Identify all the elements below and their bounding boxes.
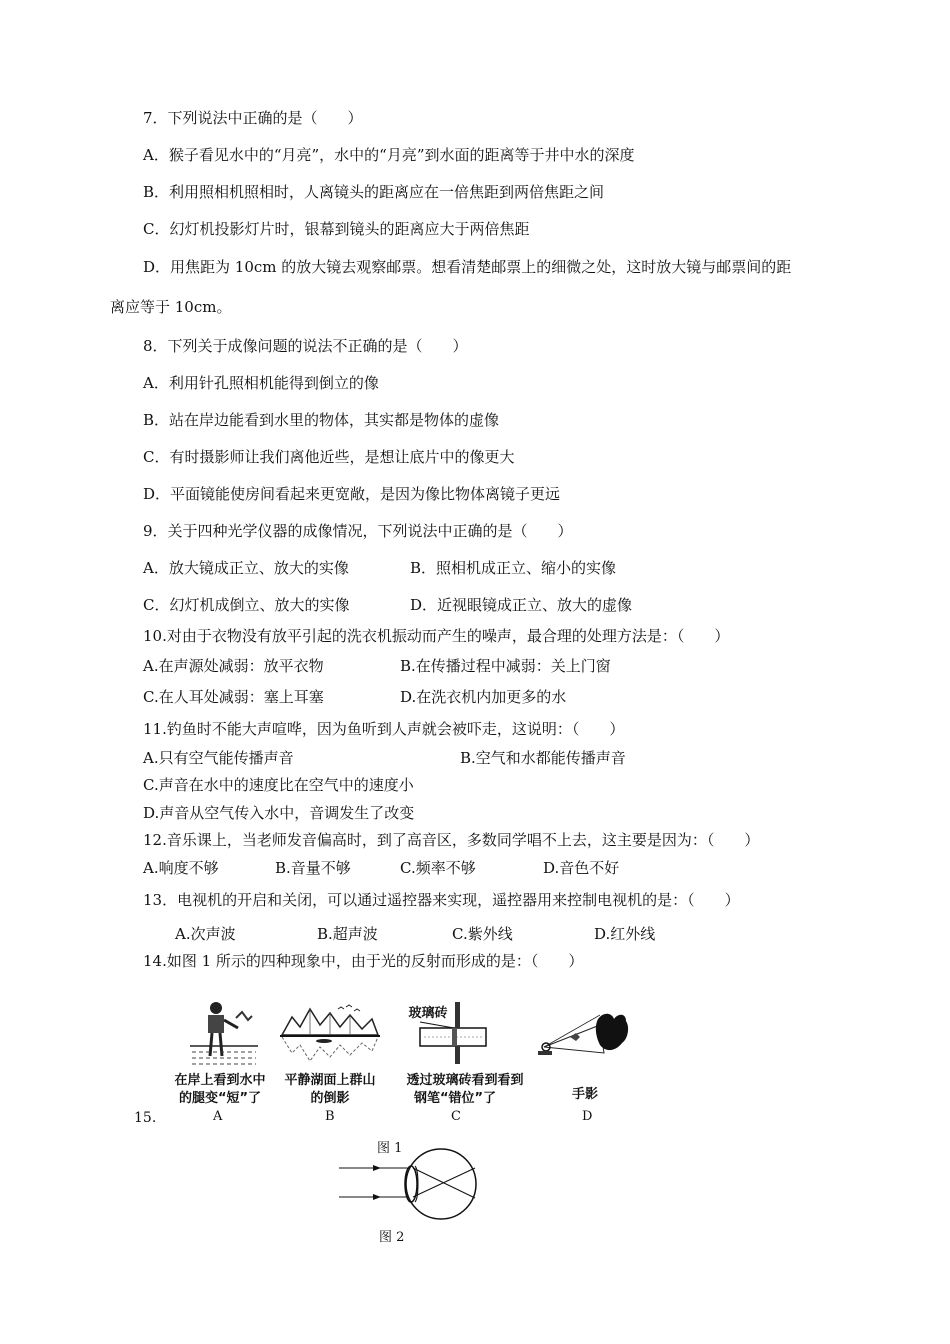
figure1-panel-a-image [188,998,260,1068]
q12-option-a: A.响度不够 [143,859,219,877]
figure1-panel-b-caption-1: 平静湖面上群山 [284,1073,376,1088]
q7-option-d: D．用焦距为 10cm 的放大镜去观察邮票。想看清楚邮票上的细微之处，这时放大镜与邮票间的距 [143,258,792,276]
q11-stem: 11.钓鱼时不能大声喧哗，因为鱼听到人声就会被吓走，这说明：（ ） [143,720,625,738]
figure1-panel-b-letter: B [325,1109,335,1124]
q13-option-d: D.红外线 [594,925,656,943]
q9-option-d: D．近视眼镜成正立、放大的虚像 [410,596,633,614]
figure1-panel-a-letter: A [213,1109,223,1124]
q12-option-c: C.频率不够 [400,859,476,877]
figure1-panel-d-letter: D [582,1109,593,1124]
q9-option-a: A．放大镜成正立、放大的实像 [143,559,349,577]
q7-option-a: A．猴子看见水中的“月亮”，水中的“月亮”到水面的距离等于井中水的深度 [143,146,635,164]
q7-option-d-continued: 离应等于 10cm。 [110,298,232,316]
q11-option-a: A.只有空气能传播声音 [143,749,294,767]
figure2-eye-diagram [335,1140,495,1220]
q13-option-b: B.超声波 [317,925,378,943]
q10-stem: 10.对由于衣物没有放平引起的洗衣机振动而产生的噪声，最合理的处理方法是：（ ） [143,627,730,645]
q9-stem: 9．关于四种光学仪器的成像情况，下列说法中正确的是（ ） [143,522,573,540]
q7-option-b: B．利用照相机照相时，人离镜头的距离应在一倍焦距到两倍焦距之间 [143,183,605,201]
q15-prefix: 15. [134,1110,157,1126]
q12-option-b: B.音量不够 [275,859,351,877]
q7-option-c: C．幻灯机投影灯片时，银幕到镜头的距离应大于两倍焦距 [143,220,530,238]
figure1-panel-c-image [408,998,488,1066]
q13-option-c: C.紫外线 [452,925,513,943]
q10-option-d: D.在洗衣机内加更多的水 [400,688,567,706]
figure1-label: 图 1 [377,1141,403,1156]
q9-option-b: B．照相机成正立、缩小的实像 [410,559,617,577]
figure1-panel-c-letter: C [451,1109,461,1124]
q11-option-b: B.空气和水都能传播声音 [460,749,626,767]
figure1-panel-d-image [530,1005,635,1065]
figure1-panel-c-glass-label: 玻璃砖 [408,1006,448,1021]
q7-stem: 7．下列说法中正确的是（ ） [143,109,363,127]
q12-stem: 12.音乐课上，当老师发音偏高时，到了高音区，多数同学唱不上去，这主要是因为：（ ） [143,831,760,849]
figure1-panel-c-caption-2: 钢笔“错位”了 [413,1091,497,1106]
q14-stem: 14.如图 1 所示的四种现象中，由于光的反射而形成的是：（ ） [143,952,584,970]
figure1-panel-b-image [280,1003,380,1068]
q8-option-a: A．利用针孔照相机能得到倒立的像 [143,374,379,392]
q13-option-a: A.次声波 [175,925,236,943]
q10-option-c: C.在人耳处减弱：塞上耳塞 [143,688,324,706]
q11-option-c: C.声音在水中的速度比在空气中的速度小 [143,776,414,794]
q13-stem: 13．电视机的开启和关闭，可以通过遥控器来实现，遥控器用来控制电视机的是：（ ） [143,891,740,909]
figure1-panel-d-caption-1: 手影 [571,1087,598,1102]
q10-option-a: A.在声源处减弱：放平衣物 [143,657,324,675]
q11-option-d: D.声音从空气传入水中，音调发生了改变 [143,804,415,822]
q9-option-c: C．幻灯机成倒立、放大的实像 [143,596,350,614]
figure1-panel-c-caption-1: 透过玻璃砖看到看到 [406,1073,524,1088]
q8-option-d: D．平面镜能使房间看起来更宽敞，是因为像比物体离镜子更远 [143,485,561,503]
figure2-label: 图 2 [379,1230,405,1245]
q10-option-b: B.在传播过程中减弱：关上门窗 [400,657,611,675]
q8-option-c: C．有时摄影师让我们离他近些，是想让底片中的像更大 [143,448,515,466]
figure1-panel-a-caption-2: 的腿变“短”了 [178,1091,262,1106]
q8-option-b: B．站在岸边能看到水里的物体，其实都是物体的虚像 [143,411,500,429]
q12-option-d: D.音色不好 [543,859,620,877]
figure1-panel-a-caption-1: 在岸上看到水中 [174,1073,266,1088]
q8-stem: 8．下列关于成像问题的说法不正确的是（ ） [143,337,468,355]
figure1-panel-b-caption-2: 的倒影 [310,1091,350,1106]
